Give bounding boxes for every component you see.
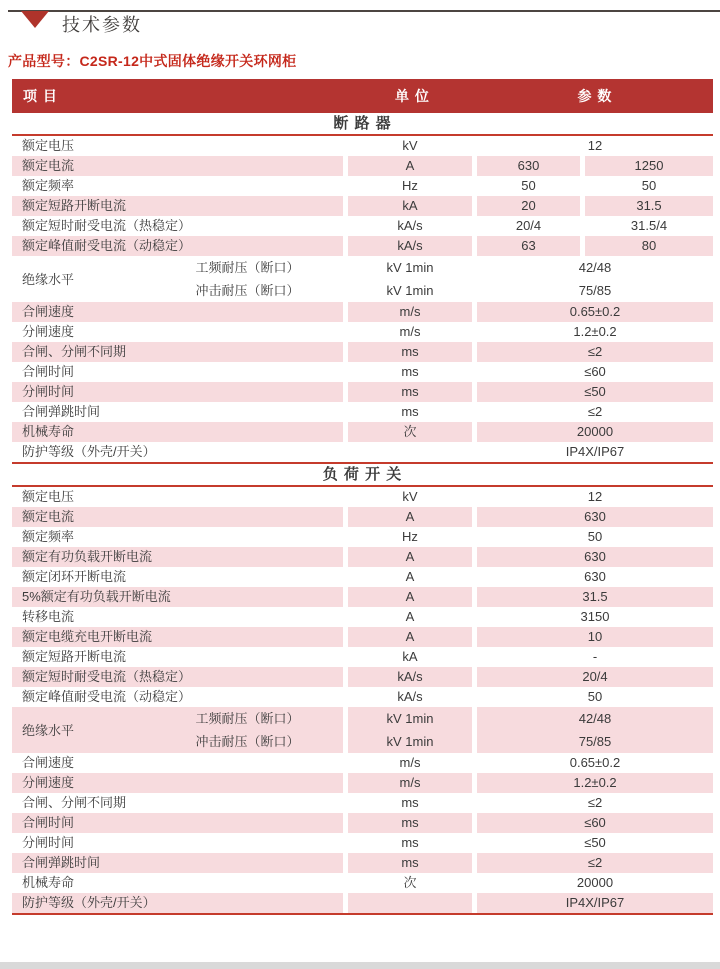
unit-cell: ms [401, 795, 419, 810]
table-row [12, 833, 713, 853]
param-cell [477, 873, 713, 893]
table-row [12, 793, 713, 813]
param-cell [477, 176, 713, 196]
item-cell: 转移电流 [22, 609, 75, 624]
param-value: ≤50 [584, 835, 606, 850]
section-title: 负 荷 开 关 [12, 464, 713, 485]
item-cell: 分闸速度 [22, 324, 75, 339]
param-value: ≤2 [587, 795, 603, 810]
item-cell: 额定电流 [12, 156, 343, 176]
item-cell: 合闸时间 [12, 813, 343, 833]
unit-cell [348, 256, 472, 302]
param-value: 31.5/4 [630, 218, 668, 233]
table-row [12, 707, 713, 753]
param-value: 3150 [580, 609, 610, 624]
param-cell [477, 813, 713, 833]
item-cell: 额定短路开断电流 [12, 196, 343, 216]
param-value: 42/48 [578, 260, 612, 275]
table-row [12, 422, 713, 442]
item-cell: 额定峰值耐受电流（动稳定） [12, 236, 343, 256]
item-cell: 合闸、分闸不同期 [22, 795, 127, 810]
param-cell [477, 487, 713, 507]
unit-cell: ms [348, 813, 472, 833]
item-cell: 5%额定有功负载开断电流 [12, 587, 343, 607]
table-row [12, 442, 713, 462]
item-cell: 机械寿命 [22, 875, 75, 890]
unit-cell: ms [348, 342, 472, 362]
table-row [12, 587, 713, 607]
param-cell [477, 382, 713, 402]
param-cell [477, 793, 713, 813]
param-value: ≤50 [477, 382, 713, 402]
sub-item-label: 冲击耐压（断口） [195, 283, 300, 298]
item-cell: 额定电压 [22, 489, 75, 504]
table-row [12, 256, 713, 302]
item-cell: 额定电缆充电开断电流 [12, 627, 343, 647]
table-row [12, 873, 713, 893]
unit-cell: A [348, 507, 472, 527]
table-row [12, 382, 713, 402]
unit-cell: ms [401, 364, 419, 379]
item-cell: 额定短路开断电流 [22, 649, 127, 664]
table-row [12, 627, 713, 647]
param-cell [477, 627, 713, 647]
param-value: 75/85 [578, 734, 612, 749]
unit-cell: A [348, 156, 472, 176]
sub-item-label: 冲击耐压（断口） [195, 734, 300, 749]
param-values [477, 707, 713, 753]
unit-cell [348, 893, 472, 913]
item-cell: 合闸、分闸不同期 [12, 342, 343, 362]
param-value: 10 [477, 627, 713, 647]
table-row [12, 176, 713, 196]
triangle-down-icon [21, 11, 49, 28]
param-value: ≤60 [477, 813, 713, 833]
param-value: 0.65±0.2 [477, 302, 713, 322]
param-value: 0.65±0.2 [569, 755, 621, 770]
sub-item-labels [152, 256, 343, 302]
unit-cell: kA/s [397, 689, 423, 704]
unit-cell: m/s [348, 302, 472, 322]
table-row [12, 156, 713, 176]
param-value: 1.2±0.2 [573, 324, 617, 339]
param-value: ≤2 [477, 342, 713, 362]
item-cell: 分闸时间 [22, 835, 75, 850]
sub-item-labels [152, 707, 343, 753]
table-row [12, 527, 713, 547]
param-value: 80 [585, 236, 713, 256]
param-cell [477, 156, 713, 176]
table-row [12, 216, 713, 236]
param-cell [477, 342, 713, 362]
item-cell: 分闸速度 [12, 773, 343, 793]
param-value: ≤60 [584, 364, 606, 379]
param-value: 42/48 [578, 711, 612, 726]
table-row [12, 853, 713, 873]
item-cell: 防护等级（外壳/开关） [22, 444, 156, 459]
param-value: 31.5 [477, 587, 713, 607]
param-cell [477, 547, 713, 567]
column-header-unit: 单 位 [395, 88, 430, 104]
item-cell: 分闸时间 [12, 382, 343, 402]
param-cell [477, 136, 713, 156]
param-value: 50 [521, 178, 536, 193]
unit-cell: kA/s [397, 218, 423, 233]
table-row [12, 487, 713, 507]
param-value: 50 [587, 689, 603, 704]
table-row [12, 362, 713, 382]
item-cell: 额定频率 [22, 529, 75, 544]
item-cell [12, 256, 343, 302]
unit-cell: m/s [399, 324, 421, 339]
item-cell: 合闸弹跳时间 [22, 404, 101, 419]
unit-cell: m/s [348, 773, 472, 793]
param-value: 20000 [576, 875, 614, 890]
unit-cell: 次 [348, 422, 472, 442]
param-cell [477, 527, 713, 547]
product-model: 产品型号：C2SR-12中式固体绝缘开关环网柜 [8, 53, 297, 69]
unit-cell: ms [401, 835, 419, 850]
param-value: ≤2 [477, 853, 713, 873]
param-value: 50 [641, 178, 657, 193]
unit-cell: kA/s [348, 667, 472, 687]
table-row [12, 567, 713, 587]
table-row [12, 136, 713, 156]
param-cell [477, 833, 713, 853]
unit-cell: m/s [399, 755, 421, 770]
item-label: 绝缘水平 [22, 722, 75, 738]
unit-cell: ms [348, 382, 472, 402]
param-value: 1.2±0.2 [477, 773, 713, 793]
param-cell [477, 753, 713, 773]
unit-label: kV 1min [386, 260, 434, 275]
item-cell: 额定短时耐受电流（热稳定） [22, 218, 192, 233]
table-body [12, 113, 713, 915]
param-cell [477, 707, 713, 753]
unit-cell: 次 [403, 875, 417, 890]
unit-cell: A [405, 609, 415, 624]
unit-cell: kV [402, 138, 418, 153]
item-cell: 额定有功负载开断电流 [12, 547, 343, 567]
item-cell: 额定峰值耐受电流（动稳定） [22, 689, 192, 704]
item-cell: 机械寿命 [12, 422, 343, 442]
table-row [12, 667, 713, 687]
param-value: IP4X/IP67 [477, 893, 713, 913]
param-cell [477, 507, 713, 527]
unit-cell: kA/s [348, 236, 472, 256]
param-cell [477, 667, 713, 687]
table-header-row [12, 79, 713, 113]
table-row [12, 687, 713, 707]
table-row [12, 302, 713, 322]
item-cell: 额定闭环开断电流 [22, 569, 127, 584]
param-cell [477, 322, 713, 342]
param-value: 63 [477, 236, 580, 256]
param-value: 20/4 [477, 667, 713, 687]
param-cell [477, 362, 713, 382]
page-title: 技术参数 [62, 15, 142, 35]
unit-label: kV 1min [386, 734, 434, 749]
unit-cell: ms [348, 853, 472, 873]
unit-cell: kA [402, 649, 418, 664]
column-header-param: 参 数 [577, 88, 613, 104]
param-value: 20 [477, 196, 580, 216]
item-cell: 合闸速度 [12, 302, 343, 322]
param-cell [477, 607, 713, 627]
table-row [12, 322, 713, 342]
param-cell [477, 853, 713, 873]
unit-label: kV 1min [386, 283, 434, 298]
param-cell [477, 567, 713, 587]
unit-cell: A [348, 587, 472, 607]
param-cell [477, 687, 713, 707]
item-cell: 额定频率 [22, 178, 75, 193]
unit-cell: A [348, 627, 472, 647]
param-value: 12 [587, 489, 603, 504]
table-row [12, 547, 713, 567]
param-cell [477, 893, 713, 913]
param-value: 12 [587, 138, 603, 153]
param-value: 1250 [585, 156, 713, 176]
sub-item-label: 工频耐压（断口） [195, 260, 300, 275]
table-row [12, 607, 713, 627]
param-value: 20/4 [515, 218, 542, 233]
param-value: 630 [477, 547, 713, 567]
table-row [12, 813, 713, 833]
item-cell: 防护等级（外壳/开关） [12, 893, 343, 913]
param-cell [477, 402, 713, 422]
param-cell [477, 302, 713, 322]
item-cell: 合闸时间 [22, 364, 75, 379]
param-value: 630 [584, 569, 606, 584]
table-row [12, 647, 713, 667]
unit-cell: kA [348, 196, 472, 216]
sub-item-label: 工频耐压（断口） [195, 711, 300, 726]
unit-cell: A [405, 569, 415, 584]
param-value: ≤2 [587, 404, 603, 419]
param-value: 20000 [477, 422, 713, 442]
param-value: IP4X/IP67 [565, 444, 625, 459]
item-cell: 额定短时耐受电流（热稳定） [12, 667, 343, 687]
param-cell [477, 587, 713, 607]
table-row [12, 753, 713, 773]
param-value: 630 [477, 156, 580, 176]
unit-label: kV 1min [386, 711, 434, 726]
param-value: 50 [587, 529, 603, 544]
unit-cell [348, 442, 472, 462]
unit-cell: Hz [402, 529, 418, 544]
item-cell: 额定电压 [22, 138, 75, 153]
item-cell: 合闸弹跳时间 [12, 853, 343, 873]
param-cell [477, 256, 713, 302]
unit-cell: kV [402, 489, 418, 504]
param-cell [477, 422, 713, 442]
param-values [477, 256, 713, 302]
param-cell [477, 647, 713, 667]
spec-table [12, 79, 713, 915]
param-value: 75/85 [578, 283, 612, 298]
page-bottom-edge [0, 962, 720, 969]
column-header-item: 项 目 [23, 88, 58, 104]
param-cell [477, 442, 713, 462]
table-row [12, 342, 713, 362]
param-cell [477, 773, 713, 793]
item-cell: 合闸速度 [22, 755, 75, 770]
param-value: 31.5 [585, 196, 713, 216]
table-bottom-divider [12, 913, 713, 915]
param-cell [477, 196, 713, 216]
unit-cell: Hz [402, 178, 418, 193]
section-title: 断 路 器 [12, 113, 713, 134]
table-row [12, 236, 713, 256]
table-row [12, 507, 713, 527]
table-row [12, 773, 713, 793]
param-cell [477, 216, 713, 236]
param-value: 630 [477, 507, 713, 527]
unit-cell: ms [401, 404, 419, 419]
param-cell [477, 236, 713, 256]
item-cell [12, 707, 343, 753]
table-row [12, 196, 713, 216]
table-row [12, 402, 713, 422]
unit-cell [348, 707, 472, 753]
table-row [12, 893, 713, 913]
param-value: - [592, 649, 598, 664]
item-label: 绝缘水平 [22, 271, 75, 287]
unit-cell: A [348, 547, 472, 567]
item-cell: 额定电流 [12, 507, 343, 527]
